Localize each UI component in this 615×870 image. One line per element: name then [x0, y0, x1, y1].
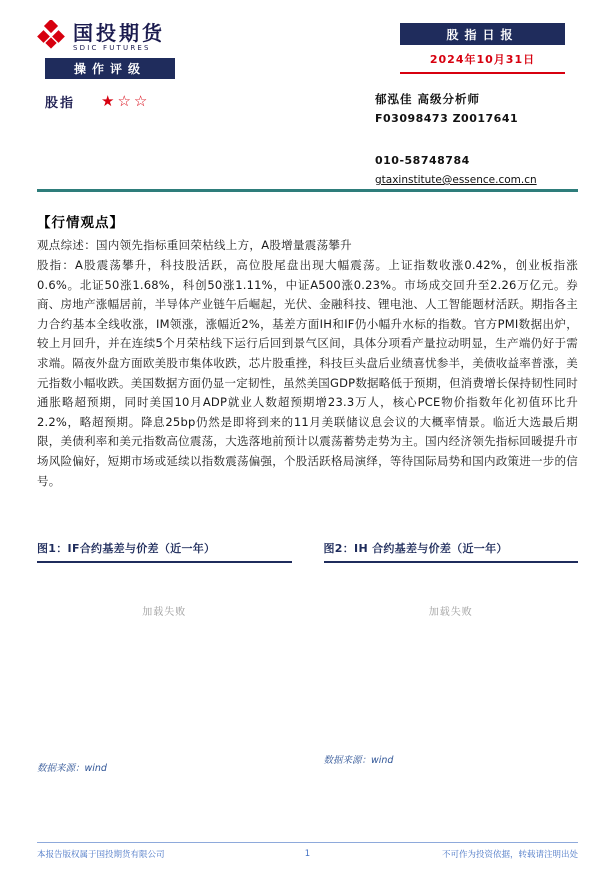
- figure-1-source: 数据来源：wind: [37, 763, 107, 774]
- footer-page-number: 1: [304, 849, 311, 859]
- analyst-phone: 010-58748784: [375, 154, 470, 167]
- analyst-license-codes: F03098473 Z0017641: [375, 112, 519, 125]
- brand-name-cn: 国投期货: [73, 21, 165, 45]
- figure-1: [37, 540, 292, 778]
- report-type-banner: 股指日报: [400, 23, 565, 45]
- figure-2-source: 数据来源：wind: [323, 755, 394, 766]
- footer-divider: [37, 842, 578, 843]
- figure-1-title: 图1：IF合约基差与价差（近一年）: [37, 540, 292, 563]
- figure-2-title: 图2：IH 合约基差与价差（近一年）: [324, 540, 579, 563]
- footer-disclaimer: 不可作为投资依据，转载请注明出处: [442, 850, 579, 860]
- figure-1-load-failed-text: 加载失败: [142, 607, 187, 618]
- header-divider: [37, 189, 578, 192]
- viewpoint-body: 股指：A股震荡攀升，科技股活跃，高位股尾盘出现大幅震荡。上证指数收涨0.42%，创业板指涨0.6%。北证50涨1.68%，科创50涨1.11%，中证A500涨0.23%。市场成交回升至2.26万亿元。券商、房地产涨幅居前，半导体产业链午后崛起，光伏、金融科技、锂电池、人工智能题材活跃。期指各主力合约基本全线收涨，IM领涨，涨幅近2%，基差方面IH和IF仍小幅升水标的指数。官方PMI数据出炉，较上月回升，并在连续5个月荣枯线下运行后回到景气区间，具体分项看产量拉动明显，生产端仍好于需求端。隔夜外盘方面欧美股市集体收跌，芯片股重挫，科技巨头盘后业绩喜忧参半，美债收益率普涨，美元指数小幅收跌。美国数据方面仍显一定韧性，虽然美国GDP数据略低于预期，但消费增长保持韧性同时通胀略超预期，同时美国10月ADP就业人数超预期增23.3万人，核心PCE物价指数年化初值环比升2.2%，略超预期。降息25bp仍然是即将到来的11月美联储议息会议的大概率情景。临近大选最后期限，美债利率和美元指数高位震荡，大选落地前预计以震荡蓄势走势为主。国内经济领先指标回暖提升市场风险偏好，短期市场或延续以指数震荡偏强，个股活跃格局演绎，等待国际局势和国内政策进一步的信号。: [37, 258, 578, 488]
- analyst-name: 郁泓佳 高级分析师: [375, 92, 481, 106]
- brand-name: [73, 22, 165, 52]
- report-date: 2024年10月31日: [400, 51, 565, 74]
- footer-copyright: 本报告版权属于国投期货有限公司: [37, 850, 165, 860]
- rating-stars-icon: ★☆☆: [101, 92, 151, 110]
- analyst-block: [375, 91, 585, 187]
- rating-row: [45, 92, 150, 111]
- section-title: 【行情观点】: [37, 215, 124, 231]
- rating-item-label: 股指: [45, 96, 76, 111]
- viewpoint-summary: 观点综述：国内领先指标重回荣枯线上方，A股增量震荡攀升: [37, 238, 352, 252]
- footer: [37, 848, 578, 860]
- figure-2-load-failed-text: 加载失败: [428, 607, 473, 618]
- analyst-email-link[interactable]: gtaxinstitute@essence.com.cn: [375, 174, 537, 186]
- brand-name-en: SDIC FUTURES: [73, 44, 151, 52]
- logo-diamond-icon: [36, 20, 66, 54]
- rating-banner: 操作评级: [45, 58, 175, 79]
- brand-logo: [36, 20, 165, 54]
- figures-row: [37, 540, 578, 778]
- figure-2: [324, 540, 579, 778]
